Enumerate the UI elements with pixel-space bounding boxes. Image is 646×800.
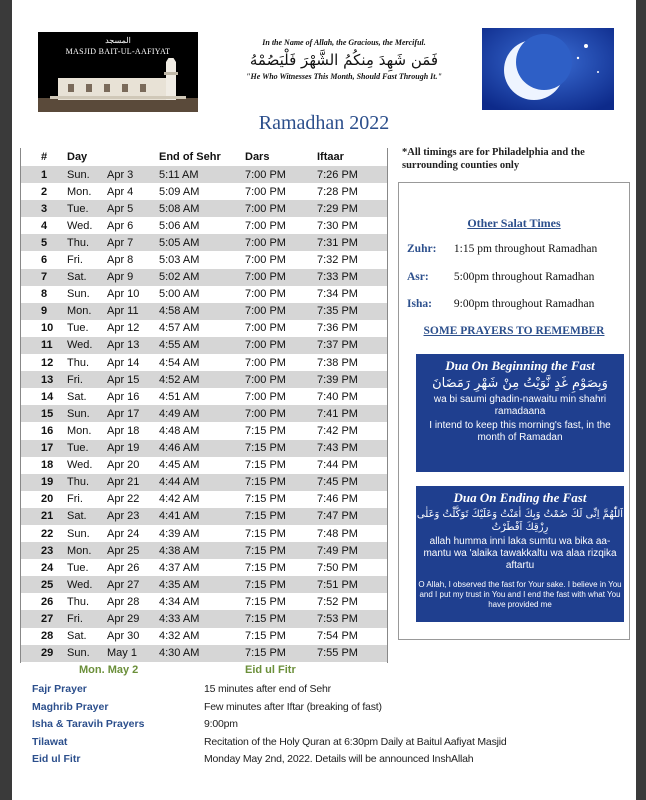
info-value: Recitation of the Holy Quran at 6:30pm Daily at Baitul Aafiyat Masjid <box>204 735 507 748</box>
sehr-time: 5:03 AM <box>159 254 200 267</box>
page <box>12 0 636 800</box>
day-number: 6 <box>41 254 48 267</box>
date: Apr 16 <box>107 390 140 403</box>
day-cell <box>67 200 153 217</box>
sehr-time: 5:05 AM <box>153 234 245 251</box>
column-header-sehr: End of Sehr <box>153 148 245 166</box>
sehr-time: 4:35 AM <box>153 576 245 593</box>
table-row <box>21 542 387 559</box>
dua-title: Dua On Ending the Fast <box>453 490 587 505</box>
day-of-week: Wed. <box>67 219 93 232</box>
day-number: 24 <box>41 561 54 574</box>
dars-time: 7:00 PM <box>245 303 317 320</box>
date: May 1 <box>107 647 137 660</box>
dua-english: O Allah, I observed the fast for Your sake. I believe in You and I put my trust in You and I end the fast with what You have provided me <box>418 580 622 609</box>
sehr-time: 4:54 AM <box>159 356 200 369</box>
day-cell <box>67 628 153 645</box>
day-of-week: Sat. <box>67 390 87 403</box>
table-row <box>21 645 387 662</box>
info-label: Tilawat <box>32 735 68 748</box>
dars-time: 7:15 PM <box>245 508 317 525</box>
table-row <box>21 474 387 491</box>
day-number: 25 <box>21 576 67 593</box>
day-number: 4 <box>41 219 48 232</box>
day-cell <box>67 422 153 439</box>
table-row <box>21 371 387 388</box>
table-row <box>21 166 387 183</box>
logo-title: MASJID BAIT-UL-AAFIYAT <box>65 47 171 56</box>
table-header-row <box>21 148 387 166</box>
iftaar-time: 7:49 PM <box>317 542 387 559</box>
sehr-time: 4:51 AM <box>159 390 200 403</box>
table-row <box>21 593 387 610</box>
sehr-time: 4:38 AM <box>153 542 245 559</box>
day-cell <box>67 234 153 251</box>
day-cell <box>67 525 153 542</box>
salat-name: Isha: <box>407 298 432 310</box>
day-cell <box>67 388 153 405</box>
date: Apr 15 <box>107 373 140 386</box>
iftaar-time: 7:48 PM <box>317 527 358 540</box>
dua-title: Dua On Beginning the Fast <box>445 358 595 373</box>
sehr-time: 4:57 AM <box>159 322 200 335</box>
day-number: 2 <box>41 185 48 198</box>
day-number: 22 <box>41 527 54 540</box>
iftaar-time: 7:34 PM <box>317 288 358 301</box>
dars-time: 7:00 PM <box>245 269 317 286</box>
day-of-week: Wed. <box>67 339 93 352</box>
dars-time: 7:15 PM <box>245 561 286 574</box>
date: Apr 18 <box>107 424 140 437</box>
day-cell <box>67 542 153 559</box>
table-row <box>21 559 387 576</box>
info-label: Isha & Taravih Prayers <box>32 718 145 730</box>
table-row <box>21 354 387 371</box>
sehr-time: 4:34 AM <box>159 595 200 608</box>
table-row <box>21 269 387 286</box>
day-number: 28 <box>41 630 54 643</box>
iftaar-time: 7:33 PM <box>317 269 387 286</box>
date: Apr 26 <box>107 561 140 574</box>
day-cell <box>67 320 153 337</box>
dars-time: 7:00 PM <box>245 166 317 183</box>
info-row-maghrib <box>32 701 632 719</box>
day-of-week: Mon. <box>67 185 92 198</box>
sehr-time: 4:45 AM <box>159 459 200 472</box>
sehr-time: 5:08 AM <box>153 200 245 217</box>
salat-time: 5:00pm throughout Ramadhan <box>453 271 595 283</box>
other-salat-title: Other Salat Times <box>467 216 561 230</box>
day-of-week: Mon. <box>67 424 92 437</box>
dars-time: 7:00 PM <box>245 219 286 232</box>
day-of-week: Mon. <box>67 305 92 318</box>
empty-cell <box>21 662 67 679</box>
eid-footer-row <box>21 662 387 679</box>
date: Apr 11 <box>107 305 139 318</box>
sehr-time: 4:41 AM <box>153 508 245 525</box>
day-of-week: Sun. <box>67 407 90 420</box>
day-cell <box>67 405 153 422</box>
sehr-time: 4:48 AM <box>159 424 200 437</box>
day-of-week: Thu. <box>67 236 90 249</box>
date: Apr 10 <box>107 288 140 301</box>
dars-time: 7:15 PM <box>245 610 317 627</box>
table-row <box>21 251 387 268</box>
day-of-week: Sat. <box>67 630 87 643</box>
dars-time: 7:15 PM <box>245 576 317 593</box>
sehr-time: 4:58 AM <box>153 303 245 320</box>
date: Apr 3 <box>107 168 134 181</box>
date: Apr 30 <box>107 630 140 643</box>
day-of-week: Mon. <box>67 544 92 557</box>
day-of-week: Tue. <box>67 442 89 455</box>
timings-note: *All timings are for Philadelphia and the surrounding counties only <box>402 147 585 171</box>
day-of-week: Fri. <box>67 493 83 506</box>
dars-time: 7:15 PM <box>245 474 317 491</box>
prayers-title: SOME PRAYERS TO REMEMBER <box>423 325 605 337</box>
info-label: Maghrib Prayer <box>32 700 109 713</box>
date: Apr 9 <box>107 271 134 284</box>
dars-time: 7:00 PM <box>245 234 317 251</box>
sehr-time: 4:30 AM <box>153 645 245 662</box>
sehr-time: 5:02 AM <box>153 269 245 286</box>
date: Apr 13 <box>107 339 140 352</box>
day-number: 5 <box>21 234 67 251</box>
day-of-week: Fri. <box>67 612 83 625</box>
table-row <box>21 320 387 337</box>
date: Apr 5 <box>107 202 134 215</box>
table-row <box>21 200 387 217</box>
day-cell <box>67 303 153 320</box>
dars-time: 7:00 PM <box>245 288 286 301</box>
dars-time: 7:00 PM <box>245 356 286 369</box>
iftaar-time: 7:46 PM <box>317 493 358 506</box>
day-number: 13 <box>21 371 67 388</box>
day-number: 10 <box>41 322 54 335</box>
table-row <box>21 183 387 200</box>
table-row <box>21 405 387 422</box>
date: Apr 4 <box>107 185 134 198</box>
date: Apr 24 <box>107 527 140 540</box>
sehr-time: 4:39 AM <box>159 527 200 540</box>
day-cell <box>67 491 153 508</box>
iftaar-time: 7:47 PM <box>317 508 387 525</box>
dars-time: 7:00 PM <box>245 185 286 198</box>
dua-english: I intend to keep this morning's fast, in the month of Ramadan <box>429 420 611 443</box>
info-value: 9:00pm <box>204 718 238 730</box>
dars-time: 7:15 PM <box>245 542 317 559</box>
table-row <box>21 491 387 508</box>
table-row <box>21 525 387 542</box>
dars-time: 7:15 PM <box>245 424 286 437</box>
iftaar-time: 7:55 PM <box>317 645 387 662</box>
day-number: 15 <box>21 405 67 422</box>
header-verse <box>198 38 490 81</box>
sehr-time: 5:06 AM <box>159 219 200 232</box>
table-row <box>21 457 387 474</box>
day-number: 17 <box>21 440 67 457</box>
day-of-week: Sun. <box>67 527 90 540</box>
date: Apr 12 <box>107 322 140 335</box>
day-number: 18 <box>41 459 54 472</box>
day-cell <box>67 371 153 388</box>
day-cell <box>67 576 153 593</box>
table-row <box>21 576 387 593</box>
dua-arabic: اَللّٰهُمَّ اِنِّى لَكَ صُمْتُ وَبِكَ اٰمَنْتُ وَعَلَيْكَ تَوَكَّلْتُ وَعَلٰى رِزْقِكَ اَفْطَرْتُ <box>416 509 624 533</box>
iftaar-time: 7:37 PM <box>317 337 387 354</box>
day-number: 8 <box>41 288 48 301</box>
dars-time: 7:15 PM <box>245 595 286 608</box>
salat-name: Asr: <box>407 271 429 283</box>
day-number: 14 <box>41 390 54 403</box>
iftaar-time: 7:26 PM <box>317 166 387 183</box>
crescent-moon-image <box>482 28 614 110</box>
day-cell <box>67 251 153 268</box>
date: Apr 29 <box>107 612 140 625</box>
iftaar-time: 7:40 PM <box>317 390 358 403</box>
date: Apr 22 <box>107 493 140 506</box>
sehr-time: 4:32 AM <box>159 630 200 643</box>
column-header-number: # <box>21 148 67 166</box>
day-cell <box>67 354 153 371</box>
salat-time: 9:00pm throughout Ramadhan <box>453 298 595 310</box>
dars-time: 7:00 PM <box>245 390 286 403</box>
dua-arabic: وَبِصَوْمِ غَدٍ نَّوَيْتُ مِنْ شَهْرِ رَمَضَانَ <box>432 376 608 391</box>
day-number: 27 <box>21 610 67 627</box>
day-cell <box>67 286 153 303</box>
masjid-logo <box>38 32 198 112</box>
page-title: Ramadhan 2022 <box>258 112 390 134</box>
eid-label: Eid ul Fitr <box>245 662 387 679</box>
date: Apr 8 <box>107 254 134 267</box>
iftaar-time: 7:52 PM <box>317 595 358 608</box>
column-header-iftaar: Iftaar <box>317 148 387 166</box>
sehr-time: 4:55 AM <box>153 337 245 354</box>
date: Apr 7 <box>107 236 134 249</box>
masjid-building-icon <box>38 58 198 112</box>
table-row <box>21 286 387 303</box>
iftaar-time: 7:36 PM <box>317 322 358 335</box>
day-of-week: Sun. <box>67 288 90 301</box>
salat-row-isha <box>407 298 594 310</box>
sehr-time: 5:11 AM <box>153 166 245 183</box>
day-of-week: Wed. <box>67 578 93 591</box>
iftaar-time: 7:54 PM <box>317 630 358 643</box>
dars-time: 7:15 PM <box>245 630 286 643</box>
day-cell <box>67 183 153 200</box>
day-number: 12 <box>41 356 54 369</box>
date: Apr 21 <box>107 476 140 489</box>
day-cell <box>67 440 153 457</box>
iftaar-time: 7:32 PM <box>317 254 358 267</box>
dars-time: 7:15 PM <box>245 493 286 506</box>
dua-ending-fast <box>416 486 624 622</box>
logo-arabic-text: المسجد <box>105 36 131 45</box>
day-of-week: Tue. <box>67 202 89 215</box>
day-of-week: Fri. <box>67 373 83 386</box>
prayer-info-list <box>32 683 632 771</box>
verse-arabic: فَمَن شَهِدَ مِنكُمُ الشَّهْرَ فَلْيَصُمْهُ <box>249 51 439 69</box>
day-number: 23 <box>21 542 67 559</box>
sehr-time: 4:49 AM <box>153 405 245 422</box>
day-of-week: Sat. <box>67 510 87 523</box>
day-cell <box>67 508 153 525</box>
date: Apr 25 <box>107 544 140 557</box>
eid-day: Mon. May 2 <box>67 662 245 679</box>
day-of-week: Tue. <box>67 561 89 574</box>
date: Apr 28 <box>107 595 140 608</box>
dars-time: 7:00 PM <box>245 200 317 217</box>
day-cell <box>67 217 153 234</box>
day-of-week: Tue. <box>67 322 89 335</box>
dars-time: 7:00 PM <box>245 371 317 388</box>
table-row <box>21 628 387 645</box>
sehr-time: 4:52 AM <box>153 371 245 388</box>
dua-beginning-fast <box>416 354 624 472</box>
date: Apr 27 <box>107 578 140 591</box>
day-of-week: Sat. <box>67 271 87 284</box>
day-number: 20 <box>41 493 54 506</box>
day-number: 1 <box>21 166 67 183</box>
sehr-time: 4:37 AM <box>159 561 200 574</box>
table-row <box>21 508 387 525</box>
day-of-week: Wed. <box>67 459 93 472</box>
day-of-week: Thu. <box>67 476 90 489</box>
table-row <box>21 217 387 234</box>
iftaar-time: 7:51 PM <box>317 576 387 593</box>
day-cell <box>67 269 153 286</box>
iftaar-time: 7:42 PM <box>317 424 358 437</box>
day-cell <box>67 474 153 491</box>
day-number: 9 <box>21 303 67 320</box>
day-of-week: Sun. <box>67 168 90 181</box>
sehr-time: 4:44 AM <box>153 474 245 491</box>
date: Apr 20 <box>107 459 140 472</box>
dars-time: 7:00 PM <box>245 254 286 267</box>
date: Apr 6 <box>107 219 134 232</box>
dars-time: 7:00 PM <box>245 337 317 354</box>
table-row <box>21 422 387 439</box>
iftaar-time: 7:45 PM <box>317 474 387 491</box>
iftaar-time: 7:30 PM <box>317 219 358 232</box>
iftaar-time: 7:28 PM <box>317 185 358 198</box>
table-row <box>21 337 387 354</box>
iftaar-time: 7:29 PM <box>317 200 387 217</box>
column-header-day: Day <box>67 148 153 166</box>
info-row-eid <box>32 753 632 771</box>
iftaar-time: 7:44 PM <box>317 459 358 472</box>
table-row <box>21 610 387 627</box>
day-of-week: Fri. <box>67 254 83 267</box>
day-cell <box>67 457 153 474</box>
sehr-time: 4:33 AM <box>153 610 245 627</box>
iftaar-time: 7:31 PM <box>317 234 387 251</box>
iftaar-time: 7:39 PM <box>317 371 387 388</box>
iftaar-time: 7:35 PM <box>317 303 387 320</box>
iftaar-time: 7:53 PM <box>317 610 387 627</box>
info-row-fajr <box>32 683 632 701</box>
table-row <box>21 303 387 320</box>
table-row <box>21 440 387 457</box>
dars-time: 7:15 PM <box>245 527 286 540</box>
day-number: 19 <box>21 474 67 491</box>
day-cell <box>67 593 153 610</box>
date: Apr 23 <box>107 510 140 523</box>
day-number: 16 <box>41 424 54 437</box>
date: Apr 17 <box>107 407 140 420</box>
table-row <box>21 234 387 251</box>
day-of-week: Thu. <box>67 595 90 608</box>
sehr-time: 5:00 AM <box>159 288 200 301</box>
info-value: 15 minutes after end of Sehr <box>204 683 331 695</box>
day-of-week: Thu. <box>67 356 90 369</box>
iftaar-time: 7:50 PM <box>317 561 358 574</box>
iftaar-time: 7:38 PM <box>317 356 358 369</box>
day-of-week: Sun. <box>67 647 90 660</box>
day-number: 26 <box>41 595 54 608</box>
dars-time: 7:15 PM <box>245 459 286 472</box>
day-cell <box>67 337 153 354</box>
date: Apr 14 <box>107 356 140 369</box>
table-row <box>21 388 387 405</box>
info-row-tilawat <box>32 736 632 754</box>
day-cell <box>67 610 153 627</box>
sehr-time: 5:09 AM <box>159 185 200 198</box>
sehr-time: 4:46 AM <box>153 440 245 457</box>
dars-time: 7:15 PM <box>245 440 317 457</box>
day-number: 11 <box>21 337 67 354</box>
bismillah-text: In the Name of Allah, the Gracious, the Merciful. <box>262 38 426 47</box>
salat-row-zuhr <box>407 243 597 255</box>
salat-name: Zuhr: <box>407 243 437 255</box>
sehr-time: 4:42 AM <box>159 493 200 506</box>
info-value: Monday May 2nd, 2022. Details will be announced InshAllah <box>204 753 474 765</box>
day-cell <box>67 166 153 183</box>
dua-transliteration: allah humma inni laka sumtu wa bika aa-mantu wa 'alaika tawakkaltu wa alaa rizqika aftartu <box>423 536 617 571</box>
dars-time: 7:15 PM <box>245 645 317 662</box>
iftaar-time: 7:41 PM <box>317 405 387 422</box>
day-number: 21 <box>21 508 67 525</box>
dua-transliteration: wa bi saumi ghadin-nawaitu min shahri ramadaana <box>433 394 607 417</box>
date: Apr 19 <box>107 442 140 455</box>
info-row-isha-taravih <box>32 718 632 736</box>
iftaar-time: 7:43 PM <box>317 440 387 457</box>
day-cell <box>67 559 153 576</box>
day-cell <box>67 645 153 662</box>
day-number: 29 <box>21 645 67 662</box>
info-label: Eid ul Fitr <box>32 753 81 765</box>
ramadhan-schedule-table <box>20 148 388 677</box>
day-number: 3 <box>21 200 67 217</box>
salat-row-asr <box>407 271 594 283</box>
info-label: Fajr Prayer <box>32 683 87 695</box>
dars-time: 7:00 PM <box>245 322 286 335</box>
dars-time: 7:00 PM <box>245 405 317 422</box>
salat-time: 1:15 pm throughout Ramadhan <box>453 243 598 255</box>
day-number: 7 <box>21 269 67 286</box>
column-header-dars: Dars <box>245 148 317 166</box>
info-value: Few minutes after Iftar (breaking of fast) <box>204 700 382 713</box>
verse-english: "He Who Witnesses This Month, Should Fast Through It." <box>246 72 442 81</box>
